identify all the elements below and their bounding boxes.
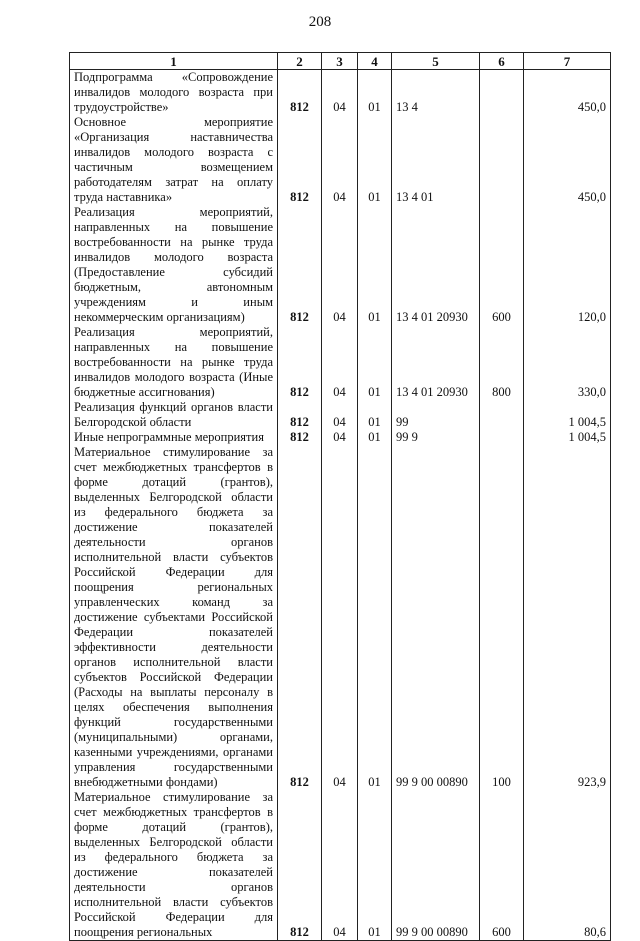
table-row — [70, 205, 611, 325]
row-subsection-code: 01 — [358, 115, 392, 205]
row-subsection-code: 01 — [358, 430, 392, 445]
row-name: Иные непрограммные мероприятия — [70, 430, 278, 445]
row-grbs-code: 812 — [278, 400, 322, 430]
row-subsection-code: 01 — [358, 400, 392, 430]
row-grbs-code: 812 — [278, 445, 322, 790]
row-amount: 450,0 — [524, 115, 611, 205]
row-section-code: 04 — [322, 400, 358, 430]
row-amount: 1 004,5 — [524, 400, 611, 430]
row-subsection-code: 01 — [358, 70, 392, 116]
row-target-article: 99 9 — [392, 430, 480, 445]
row-subsection-code: 01 — [358, 325, 392, 400]
row-grbs-code: 812 — [278, 790, 322, 941]
row-amount: 923,9 — [524, 445, 611, 790]
row-subsection-code: 01 — [358, 445, 392, 790]
row-expense-type: 800 — [480, 325, 524, 400]
table-row — [70, 115, 611, 205]
header-row — [70, 53, 611, 70]
row-target-article: 13 4 01 20930 — [392, 205, 480, 325]
row-section-code: 04 — [322, 445, 358, 790]
row-name: Реализация функций органов власти Белгородской области — [70, 400, 278, 430]
row-expense-type — [480, 70, 524, 116]
row-section-code: 04 — [322, 205, 358, 325]
row-amount: 450,0 — [524, 70, 611, 116]
row-subsection-code: 01 — [358, 790, 392, 941]
table-row — [70, 430, 611, 445]
row-subsection-code: 01 — [358, 205, 392, 325]
row-name: Реализация мероприятий, направленных на повышение востребованности на рынке труда инвалидов молодого возраста (Иные бюджетные ассигнования) — [70, 325, 278, 400]
row-grbs-code: 812 — [278, 70, 322, 116]
column-header: 2 — [278, 53, 322, 70]
row-amount: 80,6 — [524, 790, 611, 941]
row-target-article: 13 4 — [392, 70, 480, 116]
row-amount: 120,0 — [524, 205, 611, 325]
column-header: 5 — [392, 53, 480, 70]
row-section-code: 04 — [322, 430, 358, 445]
row-name: Материальное стимулирование за счет межбюджетных трансфертов в форме дотаций (грантов), выделенных Белгородской области из федерального бюджета за достижение показателей деятельности органов исполнительной власти субъектов Российской Федерации для поощрения региональных управленческих команд за достижение субъектами Российской Федерации показателей эффективности деятельности органов исполнительной власти субъектов Российской Федерации (Расходы на выплаты персоналу в целях обеспечения выполнения функций государственными (муниципальными) органами, казенными учреждениями, органами управления государственными внебюджетными фондами) — [70, 445, 278, 790]
table-row — [70, 70, 611, 116]
row-target-article: 99 9 00 00890 — [392, 790, 480, 941]
row-section-code: 04 — [322, 115, 358, 205]
row-grbs-code: 812 — [278, 430, 322, 445]
row-name: Реализация мероприятий, направленных на повышение востребованности на рынке труда инвалидов молодого возраста (Предоставление субсидий бюджетным, автономным учреждениям и иным некоммерческим организациям) — [70, 205, 278, 325]
row-grbs-code: 812 — [278, 205, 322, 325]
table-row — [70, 445, 611, 790]
row-grbs-code: 812 — [278, 115, 322, 205]
column-header: 1 — [70, 53, 278, 70]
row-expense-type — [480, 115, 524, 205]
row-target-article: 13 4 01 — [392, 115, 480, 205]
budget-table — [69, 52, 611, 941]
row-section-code: 04 — [322, 70, 358, 116]
column-header: 4 — [358, 53, 392, 70]
row-name: Основное мероприятие «Организация наставничества инвалидов молодого возраста с частичным возмещением работодателям затрат на оплату труда наставника» — [70, 115, 278, 205]
column-header: 7 — [524, 53, 611, 70]
row-expense-type — [480, 430, 524, 445]
table-row — [70, 790, 611, 941]
row-target-article: 13 4 01 20930 — [392, 325, 480, 400]
table-row — [70, 400, 611, 430]
row-amount: 330,0 — [524, 325, 611, 400]
page-number: 208 — [308, 14, 332, 30]
column-header: 6 — [480, 53, 524, 70]
row-expense-type: 600 — [480, 790, 524, 941]
row-name: Материальное стимулирование за счет межбюджетных трансфертов в форме дотаций (грантов), выделенных Белгородской области из федерального бюджета за достижение показателей деятельности органов исполнительной власти субъектов Российской Федерации для поощрения региональных — [70, 790, 278, 941]
row-section-code: 04 — [322, 325, 358, 400]
row-name: Подпрограмма «Сопровождение инвалидов молодого возраста при трудоустройстве» — [70, 70, 278, 116]
table-row — [70, 325, 611, 400]
row-section-code: 04 — [322, 790, 358, 941]
row-expense-type: 600 — [480, 205, 524, 325]
row-expense-type: 100 — [480, 445, 524, 790]
column-header: 3 — [322, 53, 358, 70]
row-grbs-code: 812 — [278, 325, 322, 400]
row-amount: 1 004,5 — [524, 430, 611, 445]
row-target-article: 99 9 00 00890 — [392, 445, 480, 790]
row-target-article: 99 — [392, 400, 480, 430]
row-expense-type — [480, 400, 524, 430]
